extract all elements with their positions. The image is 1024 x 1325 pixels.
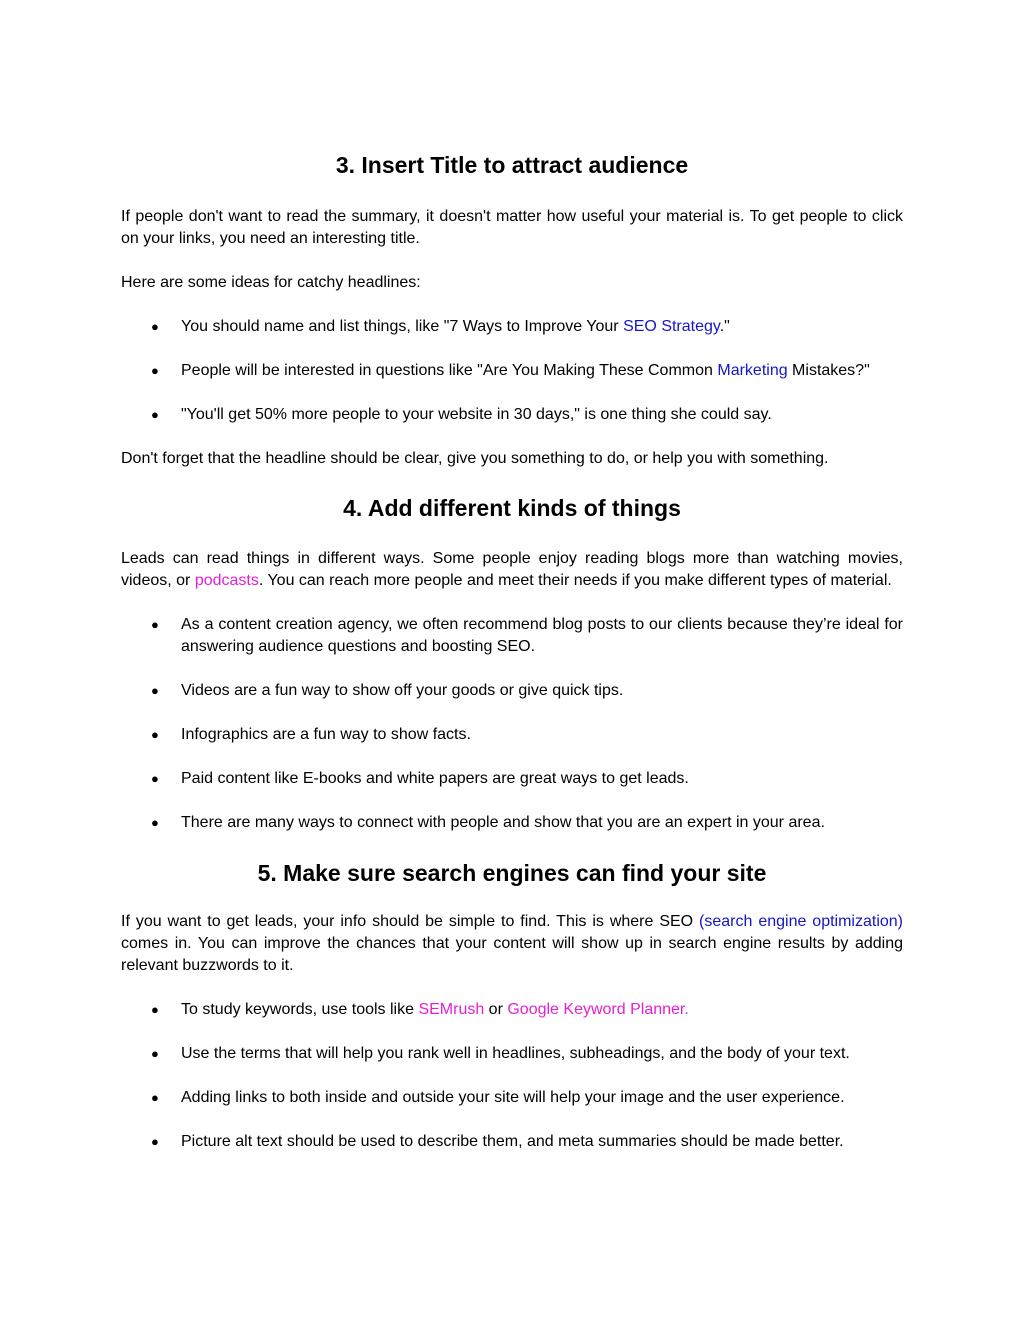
- bullet-icon: ●: [151, 1090, 159, 1105]
- list-item-text: Paid content like E-books and white papers are great ways to get leads.: [181, 770, 689, 787]
- list-item-text: To study keywords, use tools like: [181, 1001, 419, 1018]
- section-heading-4: 4. Add different kinds of things: [343, 495, 681, 521]
- list-item: [121, 999, 903, 1021]
- list-item: [121, 1087, 903, 1109]
- list-item-text: Mistakes?": [787, 362, 870, 379]
- list-item-text: or: [484, 1001, 508, 1018]
- bullet-icon: ●: [151, 407, 159, 422]
- bullet-icon: ●: [151, 683, 159, 698]
- list-item-text: Picture alt text should be used to describe them, and meta summaries should be made better.: [181, 1133, 844, 1150]
- list-item-text: Videos are a fun way to show off your goods or give quick tips.: [181, 682, 624, 699]
- bullet-icon: ●: [151, 363, 159, 378]
- list-item: [121, 768, 903, 790]
- list-item-text: Adding links to both inside and outside your site will help your image and the user experience.: [181, 1089, 845, 1106]
- seo-strategy-link[interactable]: SEO Strategy: [623, 318, 720, 335]
- list-item-text: "You'll get 50% more people to your website in 30 days," is one thing she could say.: [181, 406, 772, 423]
- section-heading-3: 3. Insert Title to attract audience: [335, 152, 689, 178]
- list-item-text: There are many ways to connect with people and show that you are an expert in your area.: [181, 814, 825, 831]
- list-item-text: You should name and list things, like "7 Ways to Improve Your: [181, 318, 624, 335]
- section-5-intro-paragraph: [121, 911, 903, 977]
- list-item: [121, 812, 903, 834]
- podcasts-link[interactable]: podcasts: [194, 572, 259, 589]
- google-keyword-planner-link[interactable]: Google Keyword Planner.: [507, 1001, 689, 1018]
- section-3-intro-paragraph: If people don't want to read the summary, it doesn't matter how useful your material is. To get people to click on your links, you need an interesting title.: [121, 208, 903, 247]
- bullet-icon: ●: [151, 1002, 159, 1017]
- bullet-icon: ●: [151, 727, 159, 742]
- paragraph-text: . You can reach more people and meet their needs if you make different types of material.: [258, 572, 892, 589]
- list-item-text: People will be interested in questions like "Are You Making These Common: [181, 362, 718, 379]
- seo-definition-link[interactable]: (search engine optimization): [699, 913, 903, 930]
- document-page: [121, 0, 903, 1153]
- list-item-text: Use the terms that will help you rank well in headlines, subheadings, and the body of your text.: [181, 1045, 850, 1062]
- list-item-text: As a content creation agency, we often recommend blog posts to our clients because they’re ideal for answering audience questions and boosting SEO.: [181, 616, 903, 655]
- marketing-link[interactable]: Marketing: [717, 362, 788, 379]
- bullet-icon: ●: [151, 319, 159, 334]
- section-heading-5: 5. Make sure search engines can find your site: [257, 860, 767, 886]
- section-3-ideas-paragraph: Here are some ideas for catchy headlines:: [121, 274, 421, 291]
- list-item: [121, 316, 903, 338]
- list-item: [121, 724, 903, 746]
- list-item-text: .": [719, 318, 730, 335]
- list-item: [121, 680, 903, 702]
- semrush-link[interactable]: SEMrush: [418, 1001, 485, 1018]
- list-item: [121, 614, 903, 658]
- list-item: [121, 404, 903, 426]
- section-4-intro-paragraph: [121, 548, 903, 592]
- list-item-text: Infographics are a fun way to show facts.: [181, 726, 471, 743]
- paragraph-text: comes in. You can improve the chances that your content will show up in search engine results by adding relevant buzzwords to it.: [121, 935, 903, 974]
- section-3-closing-paragraph: Don't forget that the headline should be clear, give you something to do, or help you with something.: [121, 450, 829, 467]
- list-item: [121, 360, 903, 382]
- bullet-icon: ●: [151, 815, 159, 830]
- bullet-icon: ●: [151, 617, 159, 632]
- bullet-icon: ●: [151, 1134, 159, 1149]
- bullet-icon: ●: [151, 1046, 159, 1061]
- list-item: [121, 1043, 903, 1065]
- paragraph-text: If you want to get leads, your info should be simple to find. This is where SEO: [121, 913, 700, 930]
- paragraph-text: Leads can read things in different ways. Some people enjoy reading blogs more than watching movies, videos, or: [121, 550, 903, 589]
- bullet-icon: ●: [151, 771, 159, 786]
- list-item: [121, 1131, 903, 1153]
